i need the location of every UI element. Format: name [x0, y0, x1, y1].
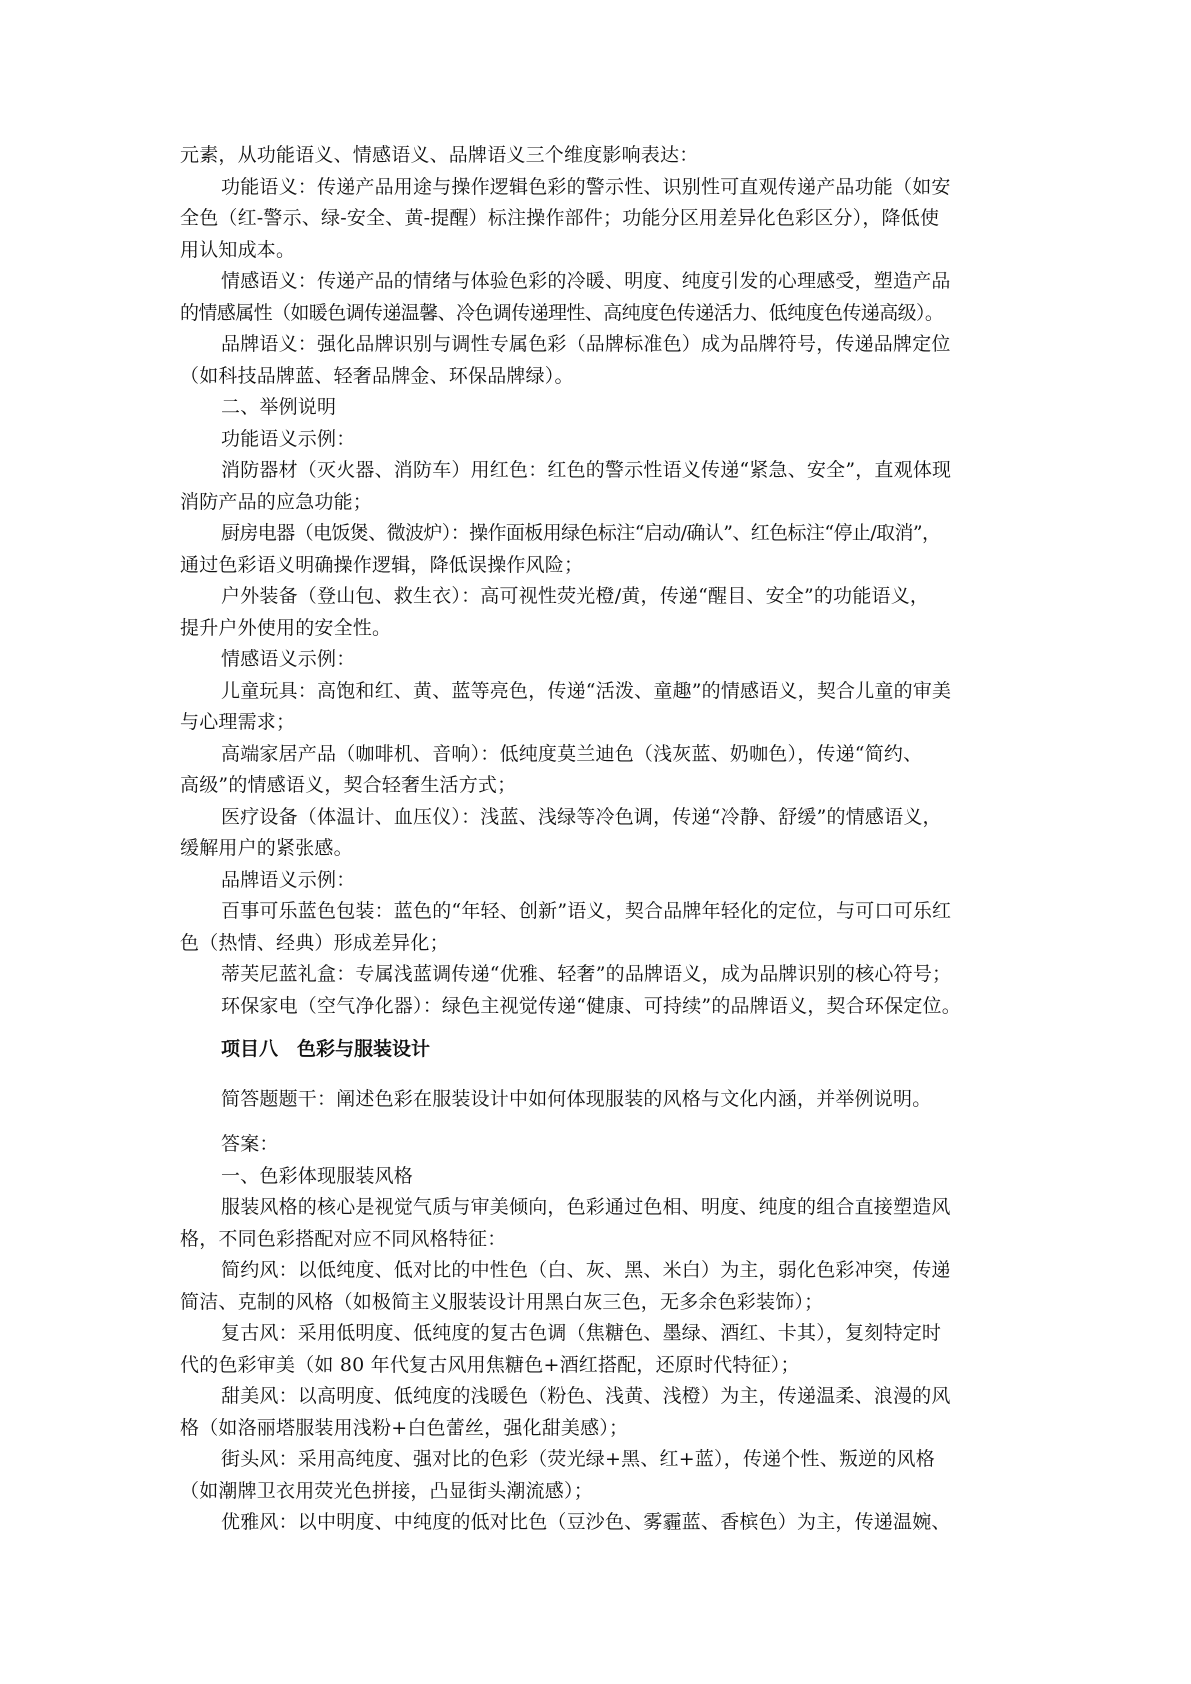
body-text — [180, 140, 1010, 1539]
paragraph-line: 儿童玩具：高饱和红、黄、蓝等亮色，传递“活泼、童趣”的情感语义，契合儿童的审美 — [221, 679, 952, 702]
paragraph-line: 厨房电器（电饭煲、微波炉）：操作面板用绿色标注“启动/确认”、红色标注“停止/取消”， — [221, 522, 941, 544]
section-subheading: 一、色彩体现服装风格 — [221, 1164, 414, 1187]
paragraph-line: 蒂芙尼蓝礼盒：专属浅蓝调传递“优雅、轻奢”的品牌语义，成为品牌识别的核心符号； — [221, 963, 952, 985]
answer-label: 答案： — [221, 1133, 279, 1155]
paragraph-line: 情感语义：传递产品的情绪与体验色彩的冷暖、明度、纯度引发的心理感受，塑造产品 — [221, 270, 951, 292]
paragraph-line: 全色（红-警示、绿-安全、黄-提醒）标注操作部件；功能分区用差异化色彩区分），降低使 — [180, 207, 940, 229]
paragraph-line: 户外装备（登山包、救生衣）：高可视性荧光橙/黄，传递“醒目、安全”的功能语义， — [221, 585, 930, 607]
paragraph-line: （如科技品牌蓝、轻奢品牌金、环保品牌绿）。 — [180, 364, 574, 387]
paragraph-line: 元素，从功能语义、情感语义、品牌语义三个维度影响表达： — [180, 144, 699, 166]
paragraph-line: 消防产品的应急功能； — [180, 490, 373, 513]
paragraph-line: 提升户外使用的安全性。 — [180, 616, 392, 639]
paragraph-line: 品牌语义示例： — [221, 868, 356, 891]
paragraph-line: 功能语义：传递产品用途与操作逻辑色彩的警示性、识别性可直观传递产品功能（如安 — [221, 175, 951, 198]
paragraph-line: 与心理需求； — [180, 711, 296, 733]
paragraph-line: 功能语义示例： — [221, 427, 356, 450]
paragraph-line: 消防器材（灭火器、消防车）用红色：红色的警示性语义传递“紧急、安全”，直观体现 — [221, 459, 952, 481]
paragraph-line: 的情感属性（如暖色调传递温馨、冷色调传递理性、高纯度色传递活力、低纯度色传递高级）。 — [180, 301, 944, 324]
paragraph-line: 色（热情、经典）形成差异化； — [180, 931, 449, 954]
paragraph-line: 缓解用户的紧张感。 — [180, 837, 353, 859]
paragraph-line: 百事可乐蓝色包装：蓝色的“年轻、创新”语义，契合品牌年轻化的定位，与可口可乐红 — [221, 900, 952, 922]
paragraph-line: 简约风：以低纯度、低对比的中性色（白、灰、黑、米白）为主，弱化色彩冲突，传递 — [221, 1259, 951, 1281]
paragraph-line: 复古风：采用低明度、低纯度的复古色调（焦糖色、墨绿、酒红、卡其），复刻特定时 — [221, 1322, 942, 1344]
paragraph-line: 街头风：采用高纯度、强对比的色彩（荧光绿+黑、红+蓝），传递个性、叛逆的风格 — [221, 1448, 935, 1470]
paragraph-line: 医疗设备（体温计、血压仪）：浅蓝、浅绿等冷色调，传递“冷静、舒缓”的情感语义， — [221, 805, 942, 828]
paragraph-line: （如潮牌卫衣用荧光色拼接，凸显街头潮流感）； — [180, 1479, 593, 1502]
paragraph-line: 高级”的情感语义，契合轻奢生活方式； — [180, 774, 517, 796]
paragraph-line: 服装风格的核心是视觉气质与审美倾向，色彩通过色相、明度、纯度的组合直接塑造风 — [221, 1196, 951, 1218]
paragraph-line: 通过色彩语义明确操作逻辑，降低误操作风险； — [180, 553, 584, 576]
section-subheading: 二、举例说明 — [221, 396, 337, 418]
section-heading: 项目八 色彩与服装设计 — [221, 1038, 431, 1060]
paragraph-line: 用认知成本。 — [180, 238, 296, 261]
paragraph-line: 简洁、克制的风格（如极简主义服装设计用黑白灰三色，无多余色彩装饰）； — [180, 1290, 824, 1313]
paragraph-line: 格，不同色彩搭配对应不同风格特征： — [180, 1227, 507, 1250]
paragraph-line: 优雅风：以中明度、中纯度的低对比色（豆沙色、雾霾蓝、香槟色）为主，传递温婉、 — [221, 1511, 951, 1533]
paragraph-line: 情感语义示例： — [221, 648, 356, 670]
paragraph-line: 格（如洛丽塔服装用浅粉+白色蕾丝，强化甜美感）； — [180, 1416, 629, 1439]
paragraph-line: 品牌语义：强化品牌识别与调性专属色彩（品牌标准色）成为品牌符号，传递品牌定位 — [221, 333, 951, 355]
paragraph-line: 甜美风：以高明度、低纯度的浅暖色（粉色、浅黄、浅橙）为主，传递温柔、浪漫的风 — [221, 1385, 951, 1407]
question-text: 简答题题干：阐述色彩在服装设计中如何体现服装的风格与文化内涵，并举例说明。 — [221, 1087, 932, 1110]
paragraph-line: 代的色彩审美（如 80 年代复古风用焦糖色+酒红搭配，还原时代特征）； — [180, 1353, 800, 1376]
paragraph-line: 高端家居产品（咖啡机、音响）：低纯度莫兰迪色（浅灰蓝、奶咖色），传递“简约、 — [221, 742, 923, 765]
paragraph-line: 环保家电（空气净化器）：绿色主视觉传递“健康、可持续”的品牌语义，契合环保定位。 — [221, 994, 961, 1017]
